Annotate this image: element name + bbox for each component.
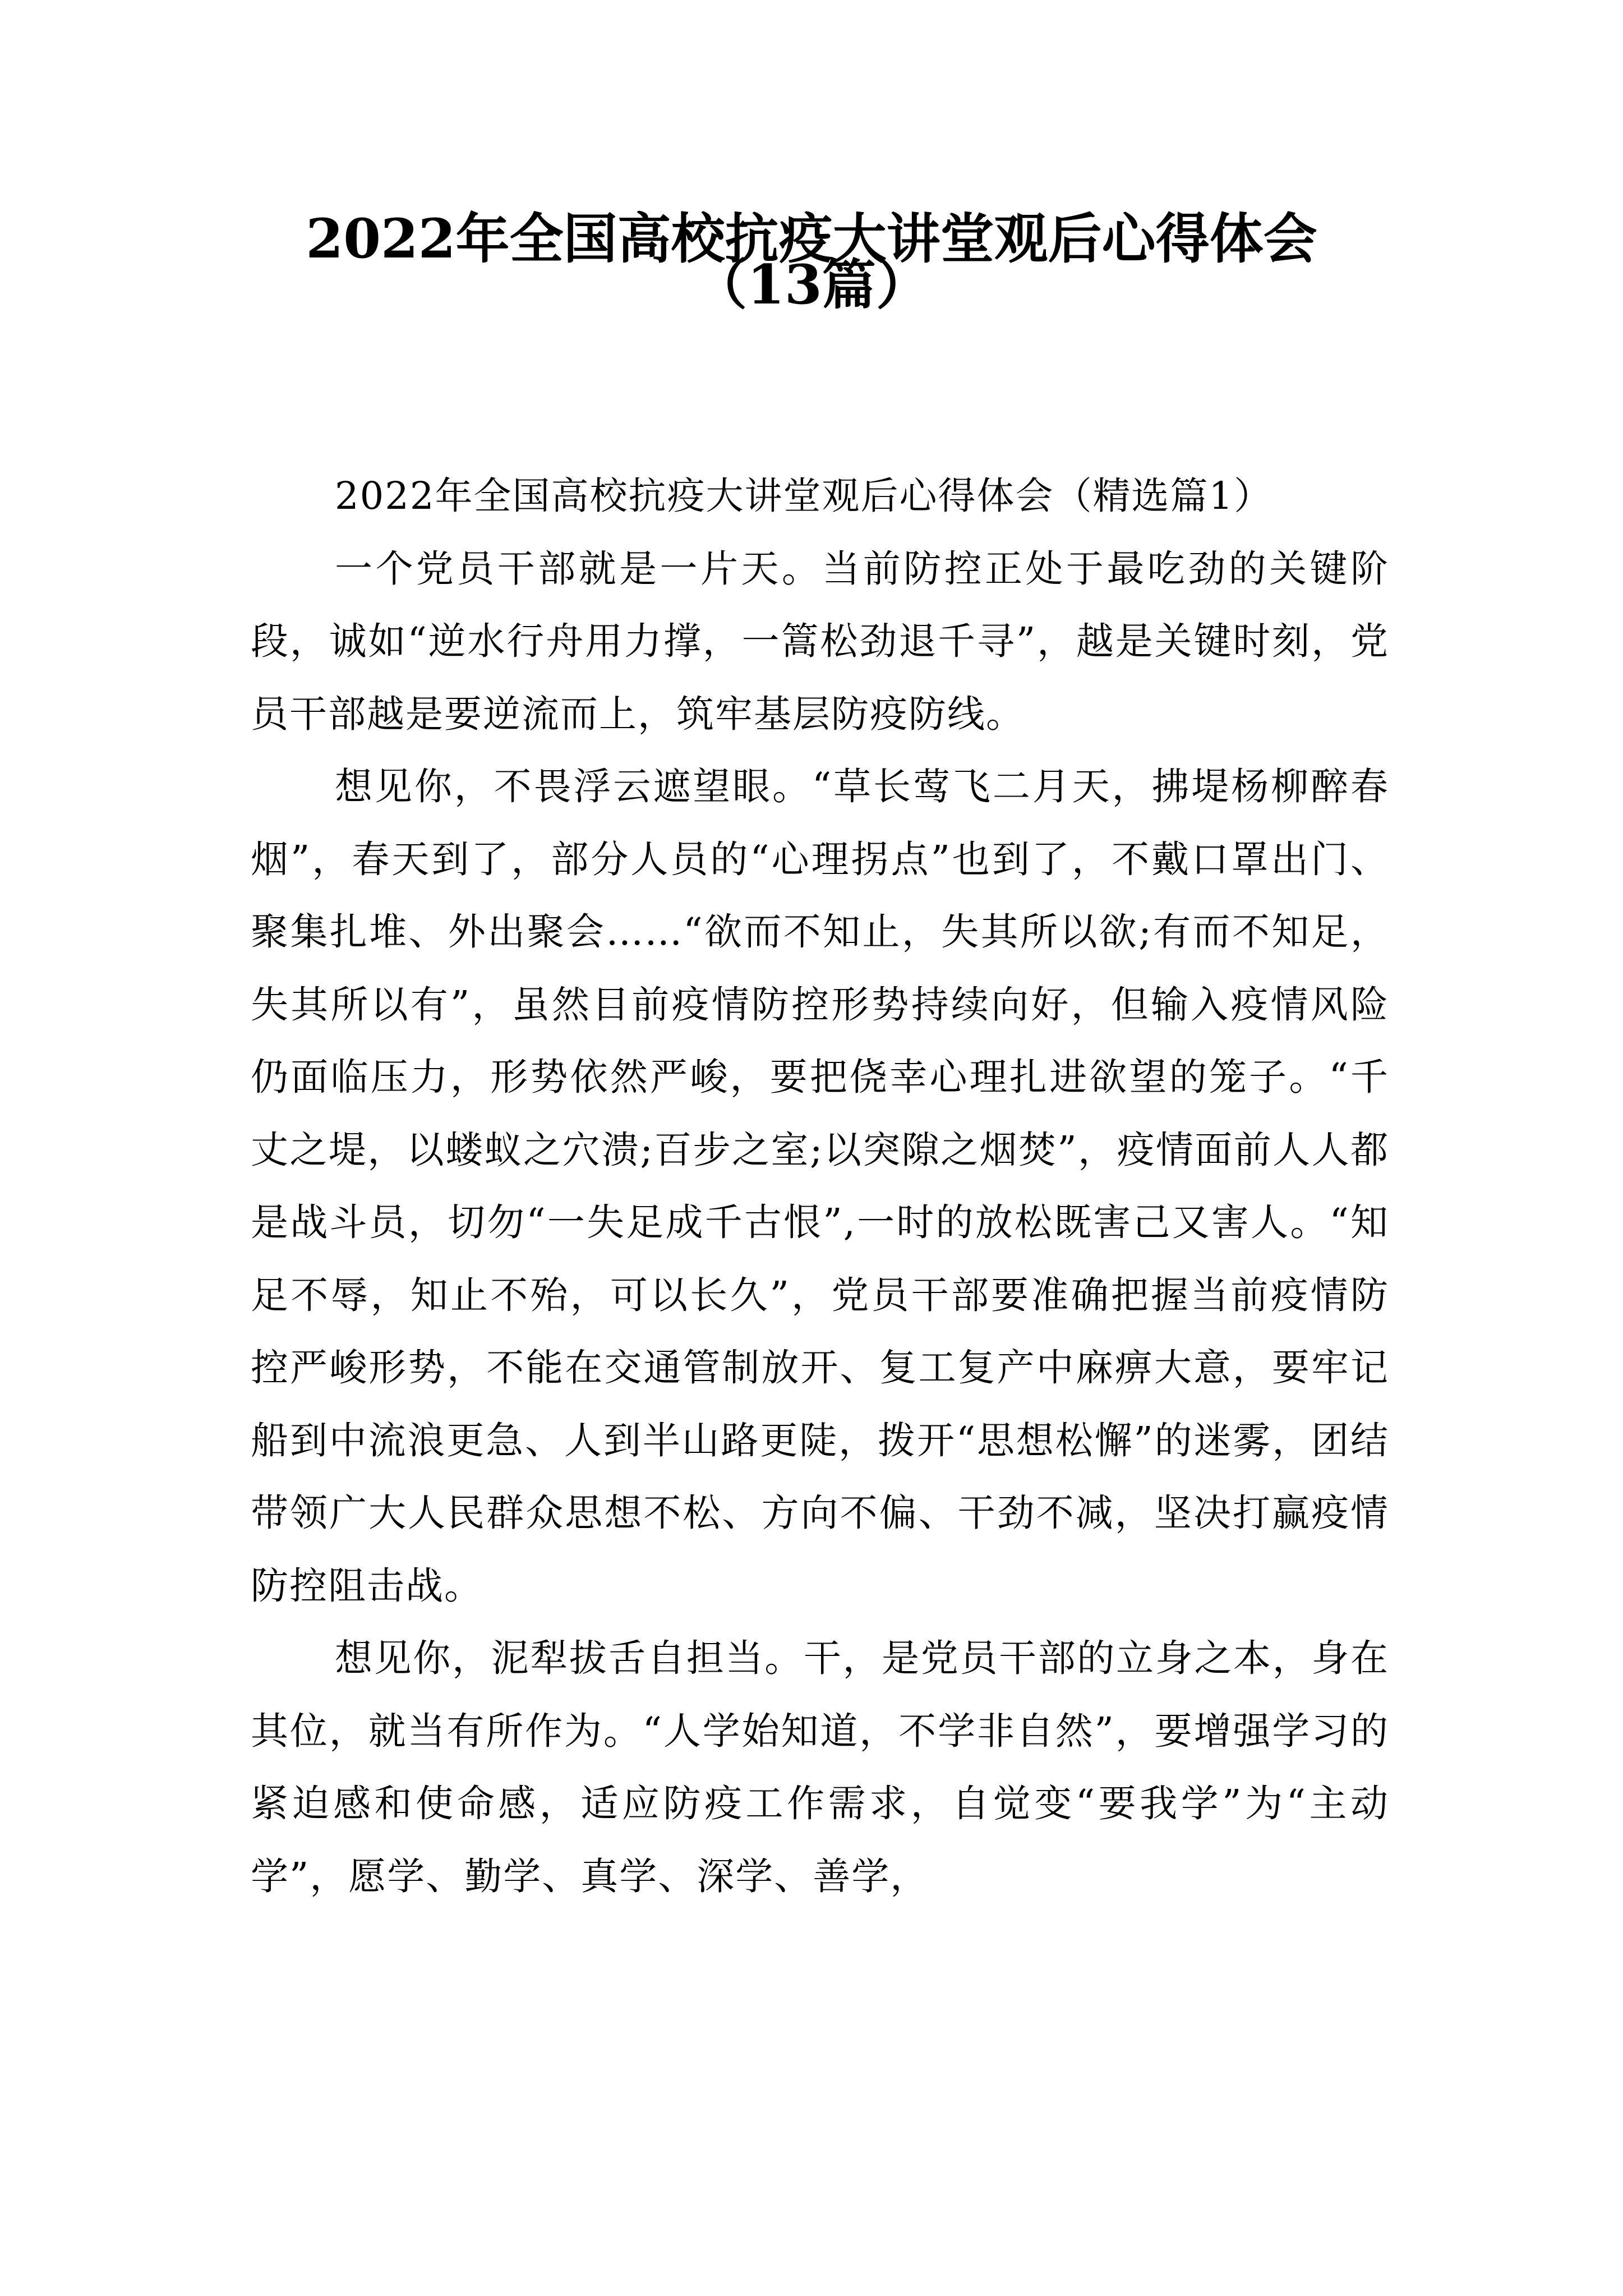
paragraph: 想见你，不畏浮云遮望眼。“草长莺飞二月天，拂堤杨柳醉春烟”，春天到了，部分人员的“心理拐点”也到了，不戴口罩出门、聚集扎堆、外出聚会……“欲而不知止，失其所以欲;有而不知足，失其所以有”，虽然目前疫情防控形势持续向好，但输入疫情风险仍面临压力，形势依然严峻，要把侥幸心理扎进欲望的笼子。“千丈之堤，以蝼蚁之穴溃;百步之室;以突隙之烟焚”，疫情面前人人都是战斗员，切勿“一失足成千古恨”,一时的放松既害己又害人。“知足不辱，知止不殆，可以长久”，党员干部要准确把握当前疫情防控严峻形势，不能在交通管制放开、复工复产中麻痹大意，要牢记船到中流浪更急、人到半山路更陡，拨开“思想松懈”的迷雾，团结带领广大人民群众思想不松、方向不偏、干劲不减，坚决打赢疫情防控阻击战。 — [251, 765, 1389, 1608]
paragraph: 一个党员干部就是一片天。当前防控正处于最吃劲的关键阶段，诚如“逆水行舟用力撑，一篙松劲退千寻”，越是关键时刻，党员干部越是要逆流而上，筑牢基层防疫防线。 — [251, 546, 1389, 736]
paragraph: 想见你，泥犁拔舌自担当。干，是党员干部的立身之本，身在其位，就当有所作为。“人学始知道，不学非自然”，要增强学习的紧迫感和使命感，适应防疫工作需求，自觉变“要我学”为“主动学”，愿学、勤学、真学、深学、善学， — [251, 1636, 1389, 1898]
document-title-line-1: 2022年全国高校抗疫大讲堂观后心得体会 — [306, 207, 1317, 270]
document-title-line-2: （13篇） — [693, 253, 930, 316]
document-body — [251, 460, 1389, 1913]
section-heading: 2022年全国高校抗疫大讲堂观后心得体会（精选篇1） — [335, 474, 1273, 518]
